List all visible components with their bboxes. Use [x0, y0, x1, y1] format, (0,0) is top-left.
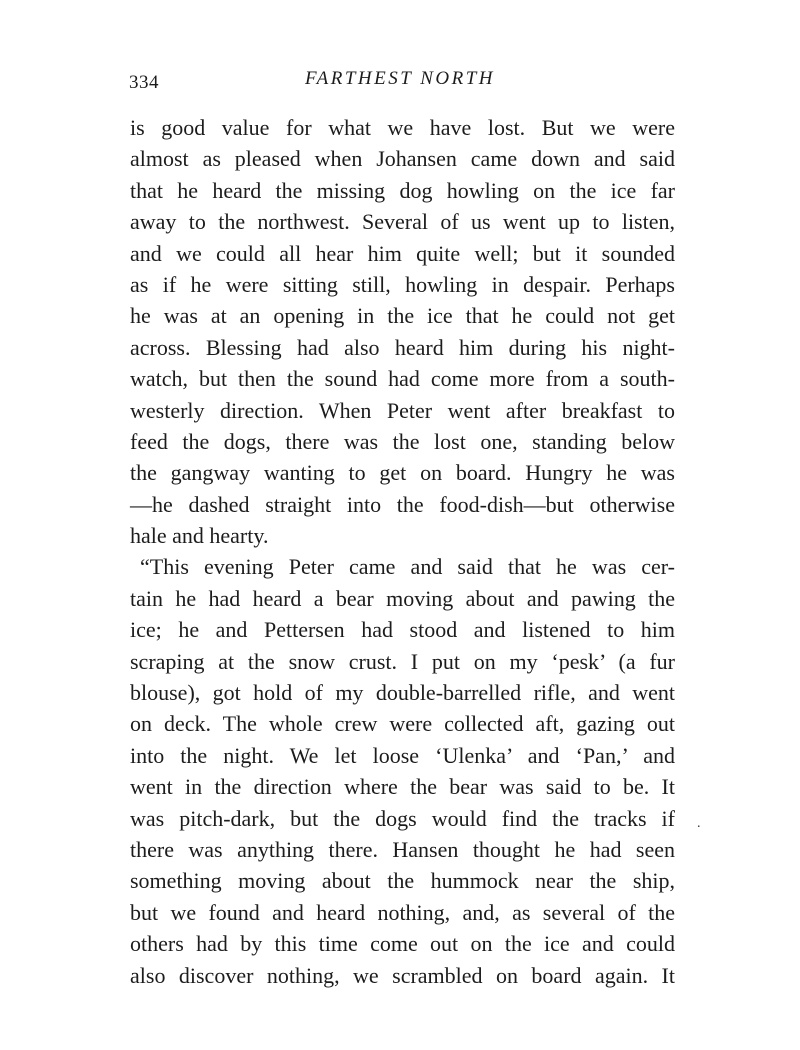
- body-text: [130, 112, 675, 991]
- text-line: but we found and heard nothing, and, as several of the: [130, 899, 675, 925]
- text-line: westerly direction. When Peter went after breakfast to: [130, 397, 675, 423]
- paragraph-start-line: “This evening Peter came and said that he was cer-: [140, 554, 675, 580]
- text-line: also discover nothing, we scrambled on board again. It: [130, 962, 675, 988]
- text-line: went in the direction where the bear was said to be. It: [130, 774, 675, 800]
- text-line: others had by this time come out on the ice and could: [130, 931, 675, 957]
- text-line: away to the northwest. Several of us went up to listen,: [130, 209, 675, 235]
- text-line: scraping at the snow crust. I put on my ‘pesk’ (a fur: [130, 648, 675, 674]
- text-line: as if he were sitting still, howling in despair. Perhaps: [130, 271, 675, 297]
- text-line: into the night. We let loose ‘Ulenka’ and ‘Pan,’ and: [130, 742, 675, 768]
- text-line: something moving about the hummock near the ship,: [130, 868, 675, 894]
- text-line: blouse), got hold of my double-barrelled rifle, and went: [130, 680, 675, 706]
- text-line: feed the dogs, there was the lost one, standing below: [130, 428, 675, 454]
- text-line: was pitch-dark, but the dogs would find the tracks if: [130, 805, 675, 831]
- text-line: there was anything there. Hansen thought he had seen: [130, 836, 675, 862]
- text-line: on deck. The whole crew were collected aft, gazing out: [130, 711, 675, 737]
- text-line: that he heard the missing dog howling on the ice far: [130, 177, 675, 203]
- page-header: [0, 64, 800, 94]
- text-line: watch, but then the sound had come more from a south-: [130, 366, 675, 392]
- text-line: almost as pleased when Johansen came down and said: [130, 146, 675, 172]
- text-line: across. Blessing had also heard him during his night-: [130, 334, 675, 360]
- text-line: and we could all hear him quite well; but it sounded: [130, 240, 675, 266]
- running-title: FARTHEST NORTH: [304, 68, 496, 89]
- text-line: ice; he and Pettersen had stood and listened to him: [130, 617, 675, 643]
- text-line: tain he had heard a bear moving about and pawing the: [130, 585, 675, 611]
- page-number: 334: [129, 72, 159, 93]
- margin-mark: .: [697, 816, 701, 831]
- text-line: is good value for what we have lost. But we were: [130, 115, 675, 140]
- text-line: he was at an opening in the ice that he could not get: [130, 303, 675, 329]
- text-line: —he dashed straight into the food-dish—but otherwise: [130, 491, 675, 517]
- text-line: the gangway wanting to get on board. Hungry he was: [130, 460, 675, 486]
- paragraph-end-line: hale and hearty.: [130, 523, 269, 549]
